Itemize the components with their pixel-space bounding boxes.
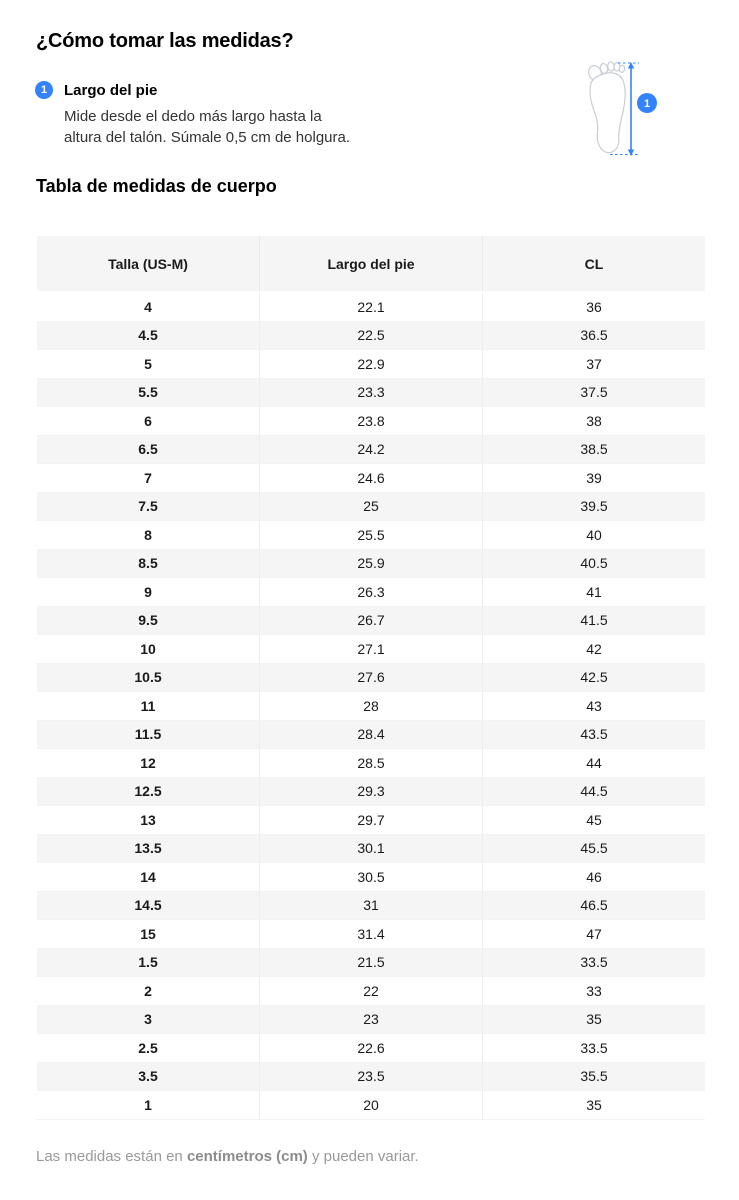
cell-cl: 44.5 xyxy=(580,783,608,800)
cell-talla: 9.5 xyxy=(37,607,260,635)
cell-cl: 33 xyxy=(586,982,602,999)
cell-largo-del-pie: 25.9 xyxy=(260,550,483,578)
table-row xyxy=(37,778,705,807)
cell-talla: 12 xyxy=(37,749,260,777)
table-row xyxy=(37,949,705,978)
table-row xyxy=(37,607,705,636)
cell-largo-del-pie: 26.7 xyxy=(260,607,483,635)
cell-cl: 37.5 xyxy=(580,384,608,401)
cell-largo-del-pie: 23.5 xyxy=(260,1063,483,1091)
cell-talla: 13.5 xyxy=(37,835,260,863)
cell-cl: 38.5 xyxy=(580,441,608,458)
cell-talla: 10 xyxy=(37,635,260,663)
cell-largo-del-pie: 23.3 xyxy=(260,379,483,407)
cell-largo-del-pie: 23 xyxy=(260,1006,483,1034)
cell-cl: 40.5 xyxy=(580,555,608,572)
cell-largo-del-pie: 28.4 xyxy=(260,721,483,749)
cell-cl: 40 xyxy=(586,526,602,543)
table-row xyxy=(37,350,705,379)
cell-cl: 35 xyxy=(586,1011,602,1028)
cell-talla: 4 xyxy=(37,293,260,321)
cell-cl: 46.5 xyxy=(580,897,608,914)
measure-item-text xyxy=(64,81,350,148)
table-row xyxy=(37,436,705,465)
cell-cl: 35.5 xyxy=(580,1068,608,1085)
cell-talla: 5 xyxy=(37,350,260,378)
cell-talla: 10.5 xyxy=(37,664,260,692)
table-row xyxy=(37,464,705,493)
cell-talla: 7.5 xyxy=(37,493,260,521)
cell-talla: 5.5 xyxy=(37,379,260,407)
cell-talla: 2.5 xyxy=(37,1034,260,1062)
cell-cl: 45.5 xyxy=(580,840,608,857)
cell-largo-del-pie: 28 xyxy=(260,692,483,720)
cell-largo-del-pie: 31 xyxy=(260,892,483,920)
cell-largo-del-pie: 20 xyxy=(260,1091,483,1119)
cell-largo-del-pie: 27.6 xyxy=(260,664,483,692)
column-header-talla: Talla (US-M) xyxy=(37,236,260,291)
page-title: ¿Cómo tomar las medidas? xyxy=(36,30,294,52)
measure-description-line1: Mide desde el dedo más largo hasta la xyxy=(64,108,322,125)
cell-largo-del-pie: 25 xyxy=(260,493,483,521)
table-row xyxy=(37,1091,705,1120)
cell-talla: 1 xyxy=(37,1091,260,1119)
column-header-cl: CL xyxy=(584,255,604,272)
cell-cl: 44 xyxy=(586,754,602,771)
cell-largo-del-pie: 21.5 xyxy=(260,949,483,977)
cell-cl: 41.5 xyxy=(580,612,608,629)
table-row xyxy=(37,749,705,778)
table-row xyxy=(37,521,705,550)
cell-largo-del-pie: 24.2 xyxy=(260,436,483,464)
cell-cl: 41 xyxy=(586,583,602,600)
cell-cl: 37 xyxy=(586,355,602,372)
cell-talla: 8.5 xyxy=(37,550,260,578)
cell-talla: 4.5 xyxy=(37,322,260,350)
table-row xyxy=(37,407,705,436)
step-1-badge: 1 xyxy=(35,81,53,99)
cell-talla: 11 xyxy=(37,692,260,720)
cell-talla: 9 xyxy=(37,578,260,606)
cell-largo-del-pie: 22.1 xyxy=(260,293,483,321)
note-bold-text: centímetros (cm) xyxy=(186,1148,308,1165)
size-table-header-row xyxy=(37,236,705,293)
cell-largo-del-pie: 26.3 xyxy=(260,578,483,606)
measurements-note xyxy=(36,1148,419,1165)
foot-outline-icon xyxy=(587,62,625,153)
cell-largo-del-pie: 22.9 xyxy=(260,350,483,378)
cell-cl: 43.5 xyxy=(580,726,608,743)
cell-largo-del-pie: 28.5 xyxy=(260,749,483,777)
cell-largo-del-pie: 30.1 xyxy=(260,835,483,863)
cell-talla: 2 xyxy=(37,977,260,1005)
cell-talla: 3 xyxy=(37,1006,260,1034)
cell-talla: 6.5 xyxy=(37,436,260,464)
table-row xyxy=(37,692,705,721)
note-suffix: y pueden variar. xyxy=(307,1148,419,1165)
table-row xyxy=(37,578,705,607)
measure-item-description xyxy=(64,106,350,148)
measure-description-line2: altura del talón. Súmale 0,5 cm de holgura. xyxy=(64,129,351,146)
cell-cl: 35 xyxy=(586,1096,602,1113)
cell-cl: 36.5 xyxy=(580,327,608,344)
note-prefix: Las medidas están en xyxy=(36,1148,187,1165)
table-row xyxy=(37,1006,705,1035)
cell-largo-del-pie: 27.1 xyxy=(260,635,483,663)
size-table xyxy=(37,236,705,1120)
table-row xyxy=(37,379,705,408)
cell-talla: 11.5 xyxy=(37,721,260,749)
cell-talla: 6 xyxy=(37,407,260,435)
cell-talla: 8 xyxy=(37,521,260,549)
cell-largo-del-pie: 29.3 xyxy=(260,778,483,806)
table-row xyxy=(37,1063,705,1092)
cell-cl: 47 xyxy=(586,925,602,942)
cell-cl: 42 xyxy=(586,640,602,657)
cell-talla: 3.5 xyxy=(37,1063,260,1091)
table-row xyxy=(37,806,705,835)
cell-cl: 38 xyxy=(586,412,602,429)
cell-talla: 1.5 xyxy=(37,949,260,977)
cell-cl: 39 xyxy=(586,469,602,486)
table-row xyxy=(37,550,705,579)
measure-item-label: Largo del pie xyxy=(64,82,158,99)
cell-cl: 33.5 xyxy=(580,1039,608,1056)
table-row xyxy=(37,892,705,921)
cell-largo-del-pie: 22 xyxy=(260,977,483,1005)
cell-largo-del-pie: 22.6 xyxy=(260,1034,483,1062)
cell-cl: 39.5 xyxy=(580,498,608,515)
table-row xyxy=(37,863,705,892)
table-row xyxy=(37,493,705,522)
cell-largo-del-pie: 23.8 xyxy=(260,407,483,435)
cell-cl: 43 xyxy=(586,697,602,714)
cell-talla: 15 xyxy=(37,920,260,948)
cell-talla: 14.5 xyxy=(37,892,260,920)
cell-largo-del-pie: 22.5 xyxy=(260,322,483,350)
illustration-step-badge xyxy=(637,93,657,113)
cell-largo-del-pie: 29.7 xyxy=(260,806,483,834)
cell-largo-del-pie: 25.5 xyxy=(260,521,483,549)
measure-item-largo-del-pie xyxy=(35,81,350,148)
table-row xyxy=(37,635,705,664)
cell-talla: 13 xyxy=(37,806,260,834)
size-table-body xyxy=(37,293,705,1120)
cell-talla: 12.5 xyxy=(37,778,260,806)
cell-talla: 14 xyxy=(37,863,260,891)
cell-cl: 46 xyxy=(586,868,602,885)
illustration-badge-label: 1 xyxy=(643,98,651,110)
table-row xyxy=(37,664,705,693)
table-row xyxy=(37,721,705,750)
cell-largo-del-pie: 31.4 xyxy=(260,920,483,948)
table-row xyxy=(37,835,705,864)
cell-cl: 36 xyxy=(586,298,602,315)
table-row xyxy=(37,293,705,322)
cell-cl: 45 xyxy=(586,811,602,828)
cell-largo-del-pie: 24.6 xyxy=(260,464,483,492)
cell-cl: 42.5 xyxy=(580,669,608,686)
column-header-largo-del-pie: Largo del pie xyxy=(260,236,483,291)
section-title: Tabla de medidas de cuerpo xyxy=(36,176,277,196)
table-row xyxy=(37,920,705,949)
foot-measurement-illustration xyxy=(582,58,662,160)
cell-largo-del-pie: 30.5 xyxy=(260,863,483,891)
cell-cl: 33.5 xyxy=(580,954,608,971)
table-row xyxy=(37,322,705,351)
table-row xyxy=(37,1034,705,1063)
table-row xyxy=(37,977,705,1006)
cell-talla: 7 xyxy=(37,464,260,492)
